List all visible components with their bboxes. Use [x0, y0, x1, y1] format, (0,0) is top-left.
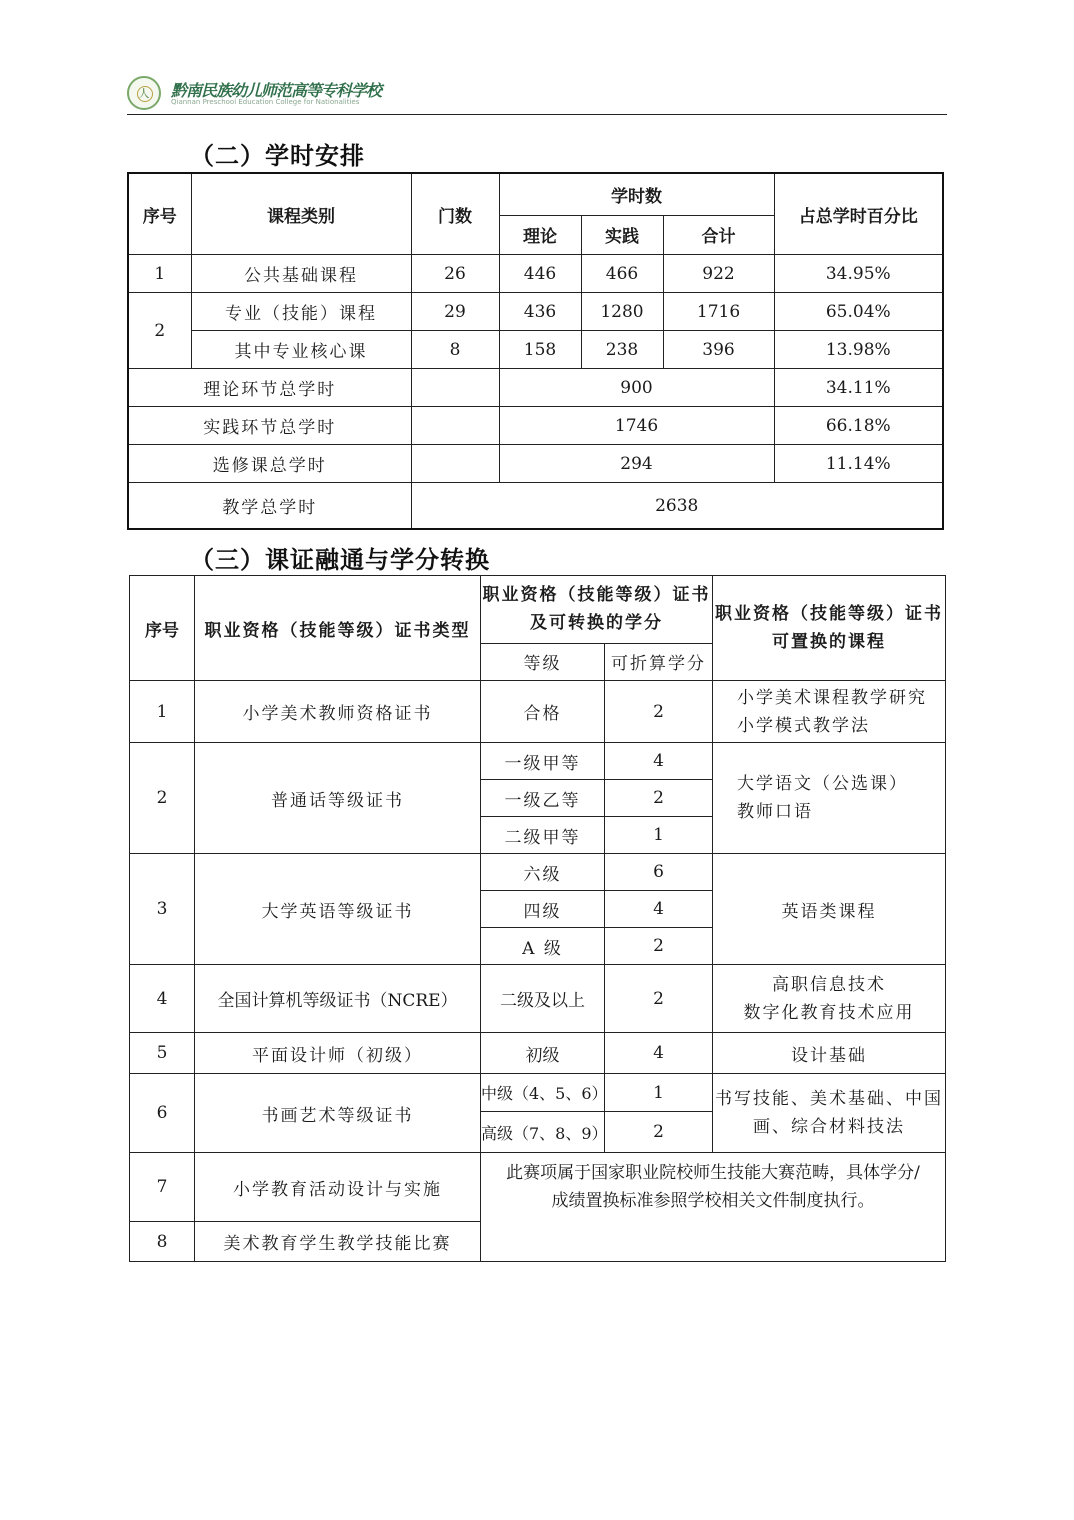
summary-label: 实践环节总学时 [128, 407, 411, 445]
cell-level: 高级（7、8、9） [481, 1112, 605, 1153]
cell-cert: 小学美术教师资格证书 [195, 681, 481, 743]
course-item: 教师口语 [737, 802, 813, 822]
school-name-en: Qiannan Preschool Education College for Nationalities [171, 98, 360, 106]
header-divider [127, 114, 947, 115]
cell-index: 8 [130, 1222, 195, 1262]
cell-theory: 158 [499, 331, 581, 369]
header-index: 序号 [128, 173, 191, 255]
cell-index: 6 [130, 1074, 195, 1153]
table-header-row [128, 173, 943, 215]
header-hours: 学时数 [499, 173, 774, 215]
cell-level: A 级 [481, 928, 605, 965]
cell-courses [713, 681, 946, 743]
cell-credits: 4 [605, 743, 713, 780]
cell-index: 1 [128, 255, 191, 293]
cell-total: 922 [663, 255, 774, 293]
header-credit-group [481, 576, 713, 644]
credit-conversion-table [129, 575, 946, 1262]
header-category: 课程类别 [191, 173, 411, 255]
course-item: 书写技能、美术基础、中国 [715, 1089, 943, 1109]
page-header [127, 72, 947, 116]
grand-total-row [128, 483, 943, 530]
table-row [130, 1074, 946, 1112]
hours-table [127, 172, 944, 530]
cell-courses [713, 854, 946, 965]
header-practice: 实践 [581, 215, 663, 255]
header-index: 序号 [130, 576, 195, 681]
course-item: 小学模式教学法 [737, 715, 870, 736]
school-emblem-icon [127, 76, 161, 110]
header-courses-line2: 可置换的课程 [772, 632, 886, 652]
header-cert-type: 职业资格（技能等级）证书类型 [195, 576, 481, 681]
cell-cert: 平面设计师（初级） [195, 1033, 481, 1074]
cell-cert: 全国计算机等级证书（NCRE） [195, 965, 481, 1033]
cell-count: 29 [411, 293, 499, 331]
summary-value: 1746 [499, 407, 774, 445]
summary-empty [411, 445, 499, 483]
cell-level: 四级 [481, 891, 605, 928]
cell-practice: 238 [581, 331, 663, 369]
cell-index: 3 [130, 854, 195, 965]
table-row [128, 331, 943, 369]
cell-credits: 2 [605, 965, 713, 1033]
course-item: 大学语文（公选课） [737, 774, 908, 794]
header-credit-group-line1: 职业资格（技能等级）证书 [482, 585, 711, 606]
table-row [130, 854, 946, 891]
course-item: 英语类课程 [781, 901, 877, 922]
summary-empty [411, 407, 499, 445]
cell-percent: 34.95% [774, 255, 943, 293]
cell-credits: 1 [605, 1074, 713, 1112]
header-credit-group-line2: 及可转换的学分 [530, 613, 663, 634]
header-credits: 可折算学分 [605, 643, 713, 680]
cell-count: 8 [411, 331, 499, 369]
cell-level: 二级甲等 [481, 817, 605, 854]
cell-level: 二级及以上 [481, 965, 605, 1033]
cell-total: 396 [663, 331, 774, 369]
summary-row [128, 369, 943, 407]
cell-cert: 小学教育活动设计与实施 [195, 1153, 481, 1222]
summary-row [128, 407, 943, 445]
course-item: 小学美术课程教学研究 [737, 687, 927, 708]
course-item: 画、综合材料技法 [753, 1117, 905, 1137]
cell-cert: 普通话等级证书 [195, 743, 481, 854]
summary-empty [411, 369, 499, 407]
cell-courses [713, 1033, 946, 1074]
course-item: 数字化教育技术应用 [743, 1002, 915, 1023]
table-row [130, 743, 946, 780]
cell-level: 六级 [481, 854, 605, 891]
header-theory: 理论 [499, 215, 581, 255]
cell-index: 4 [130, 965, 195, 1033]
section-title-credit-conversion: （三）课证融通与学分转换 [190, 545, 490, 574]
section-title-hours: （二）学时安排 [190, 141, 365, 170]
competition-note-line1: 此赛项属于国家职业院校师生技能大赛范畴，具体学分/ [506, 1163, 920, 1183]
table-row [130, 681, 946, 743]
summary-value: 900 [499, 369, 774, 407]
cell-credits: 1 [605, 817, 713, 854]
cell-count: 26 [411, 255, 499, 293]
cell-percent: 65.04% [774, 293, 943, 331]
cell-index: 5 [130, 1033, 195, 1074]
cell-index: 2 [128, 293, 191, 369]
cell-credits: 2 [605, 780, 713, 817]
cell-courses [713, 1074, 946, 1153]
cell-practice: 1280 [581, 293, 663, 331]
table-header-row [130, 576, 946, 644]
course-item: 高职信息技术 [772, 974, 886, 995]
summary-row [128, 445, 943, 483]
cell-total: 1716 [663, 293, 774, 331]
cell-category: 公共基础课程 [191, 255, 411, 293]
cell-level: 一级甲等 [481, 743, 605, 780]
cell-index: 2 [130, 743, 195, 854]
table-row [130, 965, 946, 1033]
cell-index: 1 [130, 681, 195, 743]
cell-credits: 2 [605, 681, 713, 743]
cell-credits: 2 [605, 1112, 713, 1153]
grand-total-value: 2638 [411, 483, 943, 530]
cell-level: 一级乙等 [481, 780, 605, 817]
cell-category: 专业（技能）课程 [191, 293, 411, 331]
cell-courses [713, 743, 946, 854]
competition-note-line2: 成绩置换标准参照学校相关文件制度执行。 [551, 1191, 875, 1211]
summary-label: 选修课总学时 [128, 445, 411, 483]
table-row [128, 293, 943, 331]
cell-level: 初级 [481, 1033, 605, 1074]
cell-practice: 466 [581, 255, 663, 293]
header-count: 门数 [411, 173, 499, 255]
table-row [130, 1033, 946, 1074]
cell-credits: 2 [605, 928, 713, 965]
competition-note [481, 1153, 946, 1262]
school-name-cn: 黔南民族幼儿师范高等专科学校 [171, 81, 382, 100]
table-row [128, 255, 943, 293]
summary-percent: 11.14% [774, 445, 943, 483]
cell-courses [713, 965, 946, 1033]
summary-percent: 34.11% [774, 369, 943, 407]
cell-level: 中级（4、5、6） [481, 1074, 605, 1112]
cell-credits: 4 [605, 891, 713, 928]
header-courses-line1: 职业资格（技能等级）证书 [715, 604, 943, 624]
summary-label: 理论环节总学时 [128, 369, 411, 407]
cell-cert: 美术教育学生教学技能比赛 [195, 1222, 481, 1262]
cell-theory: 446 [499, 255, 581, 293]
cell-credits: 4 [605, 1033, 713, 1074]
header-percent: 占总学时百分比 [774, 173, 943, 255]
summary-percent: 66.18% [774, 407, 943, 445]
cell-percent: 13.98% [774, 331, 943, 369]
cell-theory: 436 [499, 293, 581, 331]
cell-index: 7 [130, 1153, 195, 1222]
summary-value: 294 [499, 445, 774, 483]
header-level: 等级 [481, 643, 605, 680]
cell-level: 合格 [481, 681, 605, 743]
cell-cert: 大学英语等级证书 [195, 854, 481, 965]
cell-cert: 书画艺术等级证书 [195, 1074, 481, 1153]
header-courses [713, 576, 946, 681]
grand-total-label: 教学总学时 [128, 483, 411, 530]
cell-credits: 6 [605, 854, 713, 891]
cell-category: 其中专业核心课 [191, 331, 411, 369]
header-total: 合计 [663, 215, 774, 255]
table-row [130, 1153, 946, 1222]
course-item: 设计基础 [791, 1045, 867, 1066]
